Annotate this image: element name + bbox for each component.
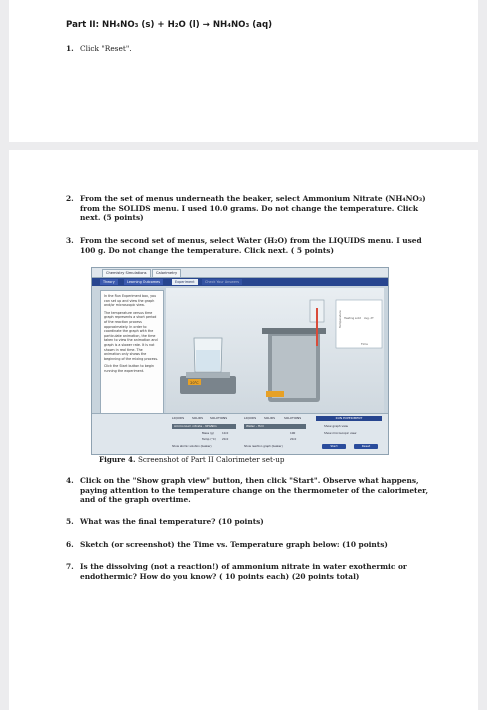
step-2 xyxy=(66,194,435,223)
toolbar-tab-learning[interactable]: Learning Outcomes xyxy=(124,279,163,285)
lab-illustration xyxy=(166,288,384,413)
toolbar-tab-check[interactable]: Check Your Answers xyxy=(202,279,242,285)
part-heading: Part II: NH₄NO₃ (s) + H₂O (l) → NH₄NO₃ (aq) xyxy=(66,20,273,30)
liquid-temp-value[interactable]: 20.0 xyxy=(290,437,297,441)
col-head-solutions: SOLUTIONS xyxy=(210,416,228,420)
step-7 xyxy=(66,562,435,581)
instruction-panel xyxy=(100,290,164,414)
mass-label: Mass (g) xyxy=(202,431,214,435)
solid-temp-value[interactable]: 20.0 xyxy=(222,437,229,441)
step-text: What was the final temperature? (10 points) xyxy=(80,517,264,526)
calorimetry-simulation-screenshot xyxy=(91,267,389,455)
toolbar-tab-theory[interactable]: Theory xyxy=(100,279,118,285)
sim-toolbar xyxy=(92,278,388,286)
instruction-text: Click the Start button to begin running the experiment. xyxy=(104,364,154,373)
thermometer-display xyxy=(266,391,284,397)
step-5 xyxy=(66,517,435,527)
graph-axis-temperature: Temperature xyxy=(338,310,342,328)
col-head-liquids-2: LIQUIDS xyxy=(244,416,257,420)
col-head-liquids: LIQUIDS xyxy=(172,416,185,420)
balance-pan xyxy=(186,372,230,378)
liquid-select[interactable]: Water - H₂O xyxy=(244,424,306,429)
step-number: 7. xyxy=(66,562,74,571)
step-text: Click on the "Show graph view" button, then click "Start". Observe what happens, paying attention to the temperature change on the thermometer of the calorimeter, and of the graph overtime. xyxy=(80,476,429,505)
checkbox-atomic-solution[interactable]: Show atomic solution (beaker) xyxy=(172,445,212,448)
page-1 xyxy=(9,0,478,142)
instruction-text: In the Run Experiment box, you can set up and view the graph and/or microscopic view. xyxy=(104,294,157,308)
show-microscopic-view-option[interactable]: Show microscopic view xyxy=(324,431,357,435)
step-3 xyxy=(66,236,435,255)
reset-button[interactable]: Reset xyxy=(354,444,378,449)
tab-chemistry-simulations[interactable]: Chemistry Simulations xyxy=(102,269,151,277)
figure-caption-text: Screenshot of Part II Calorimeter set-up xyxy=(137,455,285,464)
solid-select[interactable]: Ammonium nitrate - NH₄NO₃ xyxy=(172,424,236,429)
beaker-contents xyxy=(196,350,220,371)
temp-label: Temp (°C) xyxy=(202,437,216,441)
start-button[interactable]: Start xyxy=(322,444,346,449)
step-6 xyxy=(66,540,435,550)
step-number: 5. xyxy=(66,517,74,526)
step-text: Sketch (or screenshot) the Time vs. Temperature graph below: (10 points) xyxy=(80,540,388,549)
run-experiment-title: RUN EXPERIMENT xyxy=(316,416,382,421)
show-graph-view-option[interactable]: Show graph view xyxy=(324,424,348,428)
step-number: 3. xyxy=(66,236,74,245)
col-head-solids: SOLIDS xyxy=(192,416,204,420)
solid-mass-value[interactable]: 10.0 xyxy=(222,431,229,435)
calorimeter-inner xyxy=(272,336,316,398)
tab-calorimetry[interactable]: Calorimetry xyxy=(152,269,181,277)
step-number: 4. xyxy=(66,476,74,485)
window-tab-row xyxy=(92,268,388,278)
graph-legend-1: Heating solid xyxy=(344,317,362,320)
step-number: 1. xyxy=(66,44,74,53)
graph-panel xyxy=(336,300,382,348)
control-bar xyxy=(92,413,388,454)
figure-caption xyxy=(99,455,285,464)
figure-caption-label: Figure 4. xyxy=(99,455,136,464)
graph-axis-time: Time xyxy=(361,342,368,346)
graph-legend-2: Avg. dT xyxy=(364,317,374,320)
step-number: 2. xyxy=(66,194,74,203)
step-text: Click "Reset". xyxy=(80,44,132,53)
toolbar-tab-experiment[interactable]: Experiment xyxy=(172,279,198,285)
page-2 xyxy=(9,150,478,710)
balance-readout: 20°C xyxy=(190,380,199,385)
checkbox-reaction-graph[interactable]: Show reaction graph (beaker) xyxy=(244,445,283,448)
step-4 xyxy=(66,476,435,505)
step-text: Is the dissolving (not a reaction!) of ammonium nitrate in water exothermic or endothermic? How do you know? ( 10 points each) (20 points total) xyxy=(80,562,407,581)
liquid-mass-value[interactable]: 100 xyxy=(290,431,296,435)
instruction-text: The temperature versus time graph represents a short period of the reaction process approximately. In order to coordinate the graph with the particulate animation, the time taken to view the animation and graph is a slower rate. It is not shown in real time. The animation only shows the beginning of the mixing process. xyxy=(104,310,159,361)
step-text: From the set of menus underneath the beaker, select Ammonium Nitrate (NH₄NO₃) from the SOLIDS menu. I used 10.0 grams. Do not change the temperature. Click next. (5 points) xyxy=(80,194,426,223)
step-1 xyxy=(66,44,435,54)
step-text: From the second set of menus, select Water (H₂O) from the LIQUIDS menu. I used 100 g. Do not change the temperature. Click next. ( 5 points) xyxy=(80,236,422,255)
col-head-solutions-2: SOLUTIONS xyxy=(284,416,302,420)
step-number: 6. xyxy=(66,540,74,549)
thermometer xyxy=(316,308,318,346)
col-head-solids-2: SOLIDS xyxy=(264,416,276,420)
lab-stage xyxy=(166,288,384,413)
